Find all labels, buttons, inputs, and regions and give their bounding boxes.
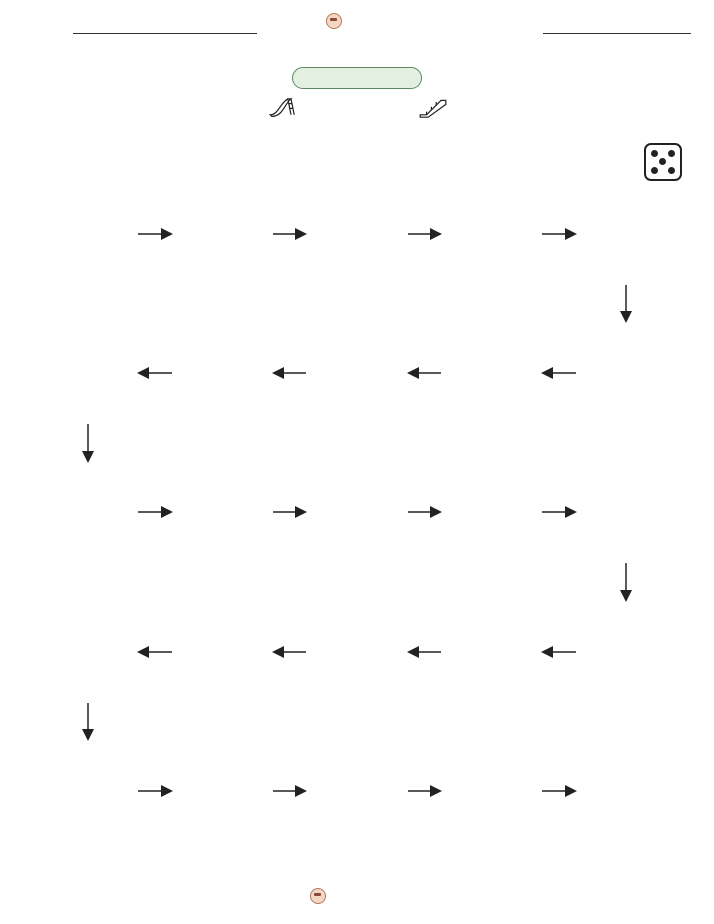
storypie-mascot-icon <box>310 888 326 904</box>
footer <box>310 888 331 904</box>
